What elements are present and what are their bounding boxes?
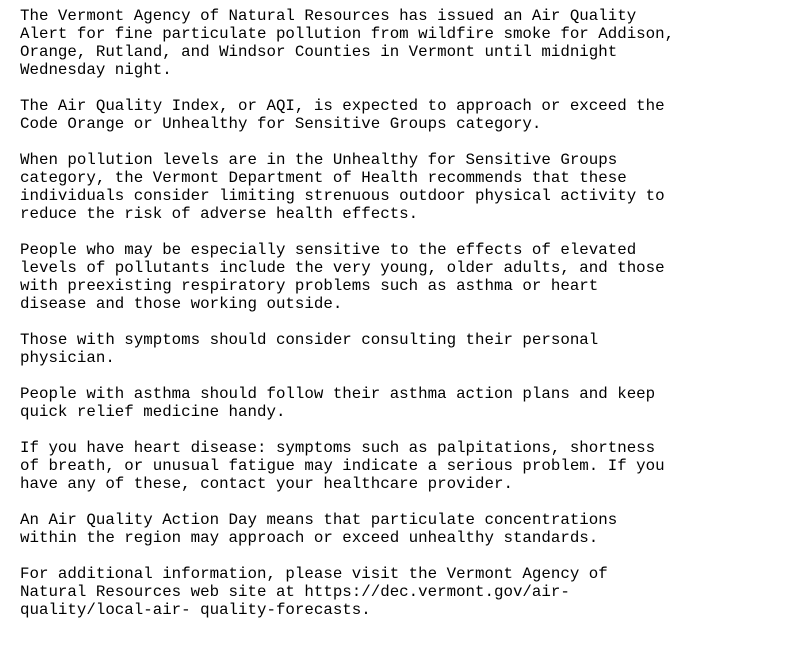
action-day-paragraph (20, 511, 790, 547)
asthma-paragraph (20, 385, 790, 421)
symptoms-paragraph (20, 331, 790, 367)
text-line: quality/local-air- quality-forecasts. (20, 601, 371, 619)
text-line: For additional information, please visit the Vermont Agency of (20, 565, 608, 583)
text-line: levels of pollutants include the very young, older adults, and those (20, 259, 665, 277)
text-line: have any of these, contact your healthcare provider. (20, 475, 513, 493)
text-line: Wednesday night. (20, 61, 172, 79)
text-line: Those with symptoms should consider consulting their personal (20, 331, 599, 349)
text-line: individuals consider limiting strenuous outdoor physical activity to (20, 187, 665, 205)
text-line: The Vermont Agency of Natural Resources has issued an Air Quality (20, 7, 637, 25)
text-line: If you have heart disease: symptoms such as palpitations, shortness (20, 439, 656, 457)
health-recommendation-paragraph (20, 151, 790, 223)
text-line: within the region may approach or exceed unhealthy standards. (20, 529, 599, 547)
text-line: Natural Resources web site at https://dec.vermont.gov/air- (20, 583, 570, 601)
text-line: category, the Vermont Department of Health recommends that these (20, 169, 627, 187)
sensitive-groups-paragraph (20, 241, 790, 313)
text-line: disease and those working outside. (20, 295, 343, 313)
text-line: with preexisting respiratory problems such as asthma or heart (20, 277, 599, 295)
text-line: Code Orange or Unhealthy for Sensitive Groups category. (20, 115, 542, 133)
text-line: When pollution levels are in the Unhealthy for Sensitive Groups (20, 151, 618, 169)
text-line: People who may be especially sensitive to the effects of elevated (20, 241, 637, 259)
text-line: People with asthma should follow their asthma action plans and keep (20, 385, 656, 403)
text-line: quick relief medicine handy. (20, 403, 286, 421)
heart-disease-paragraph (20, 439, 790, 493)
text-line: An Air Quality Action Day means that particulate concentrations (20, 511, 618, 529)
alert-intro-paragraph (20, 7, 790, 79)
text-line: reduce the risk of adverse health effects. (20, 205, 419, 223)
text-line: of breath, or unusual fatigue may indicate a serious problem. If you (20, 457, 665, 475)
additional-info-paragraph (20, 565, 790, 619)
text-line: Orange, Rutland, and Windsor Counties in Vermont until midnight (20, 43, 618, 61)
text-line: physician. (20, 349, 115, 367)
text-line: The Air Quality Index, or AQI, is expected to approach or exceed the (20, 97, 665, 115)
text-line: Alert for fine particulate pollution from wildfire smoke for Addison, (20, 25, 675, 43)
aqi-forecast-paragraph (20, 97, 790, 133)
air-quality-alert-document (20, 7, 790, 637)
